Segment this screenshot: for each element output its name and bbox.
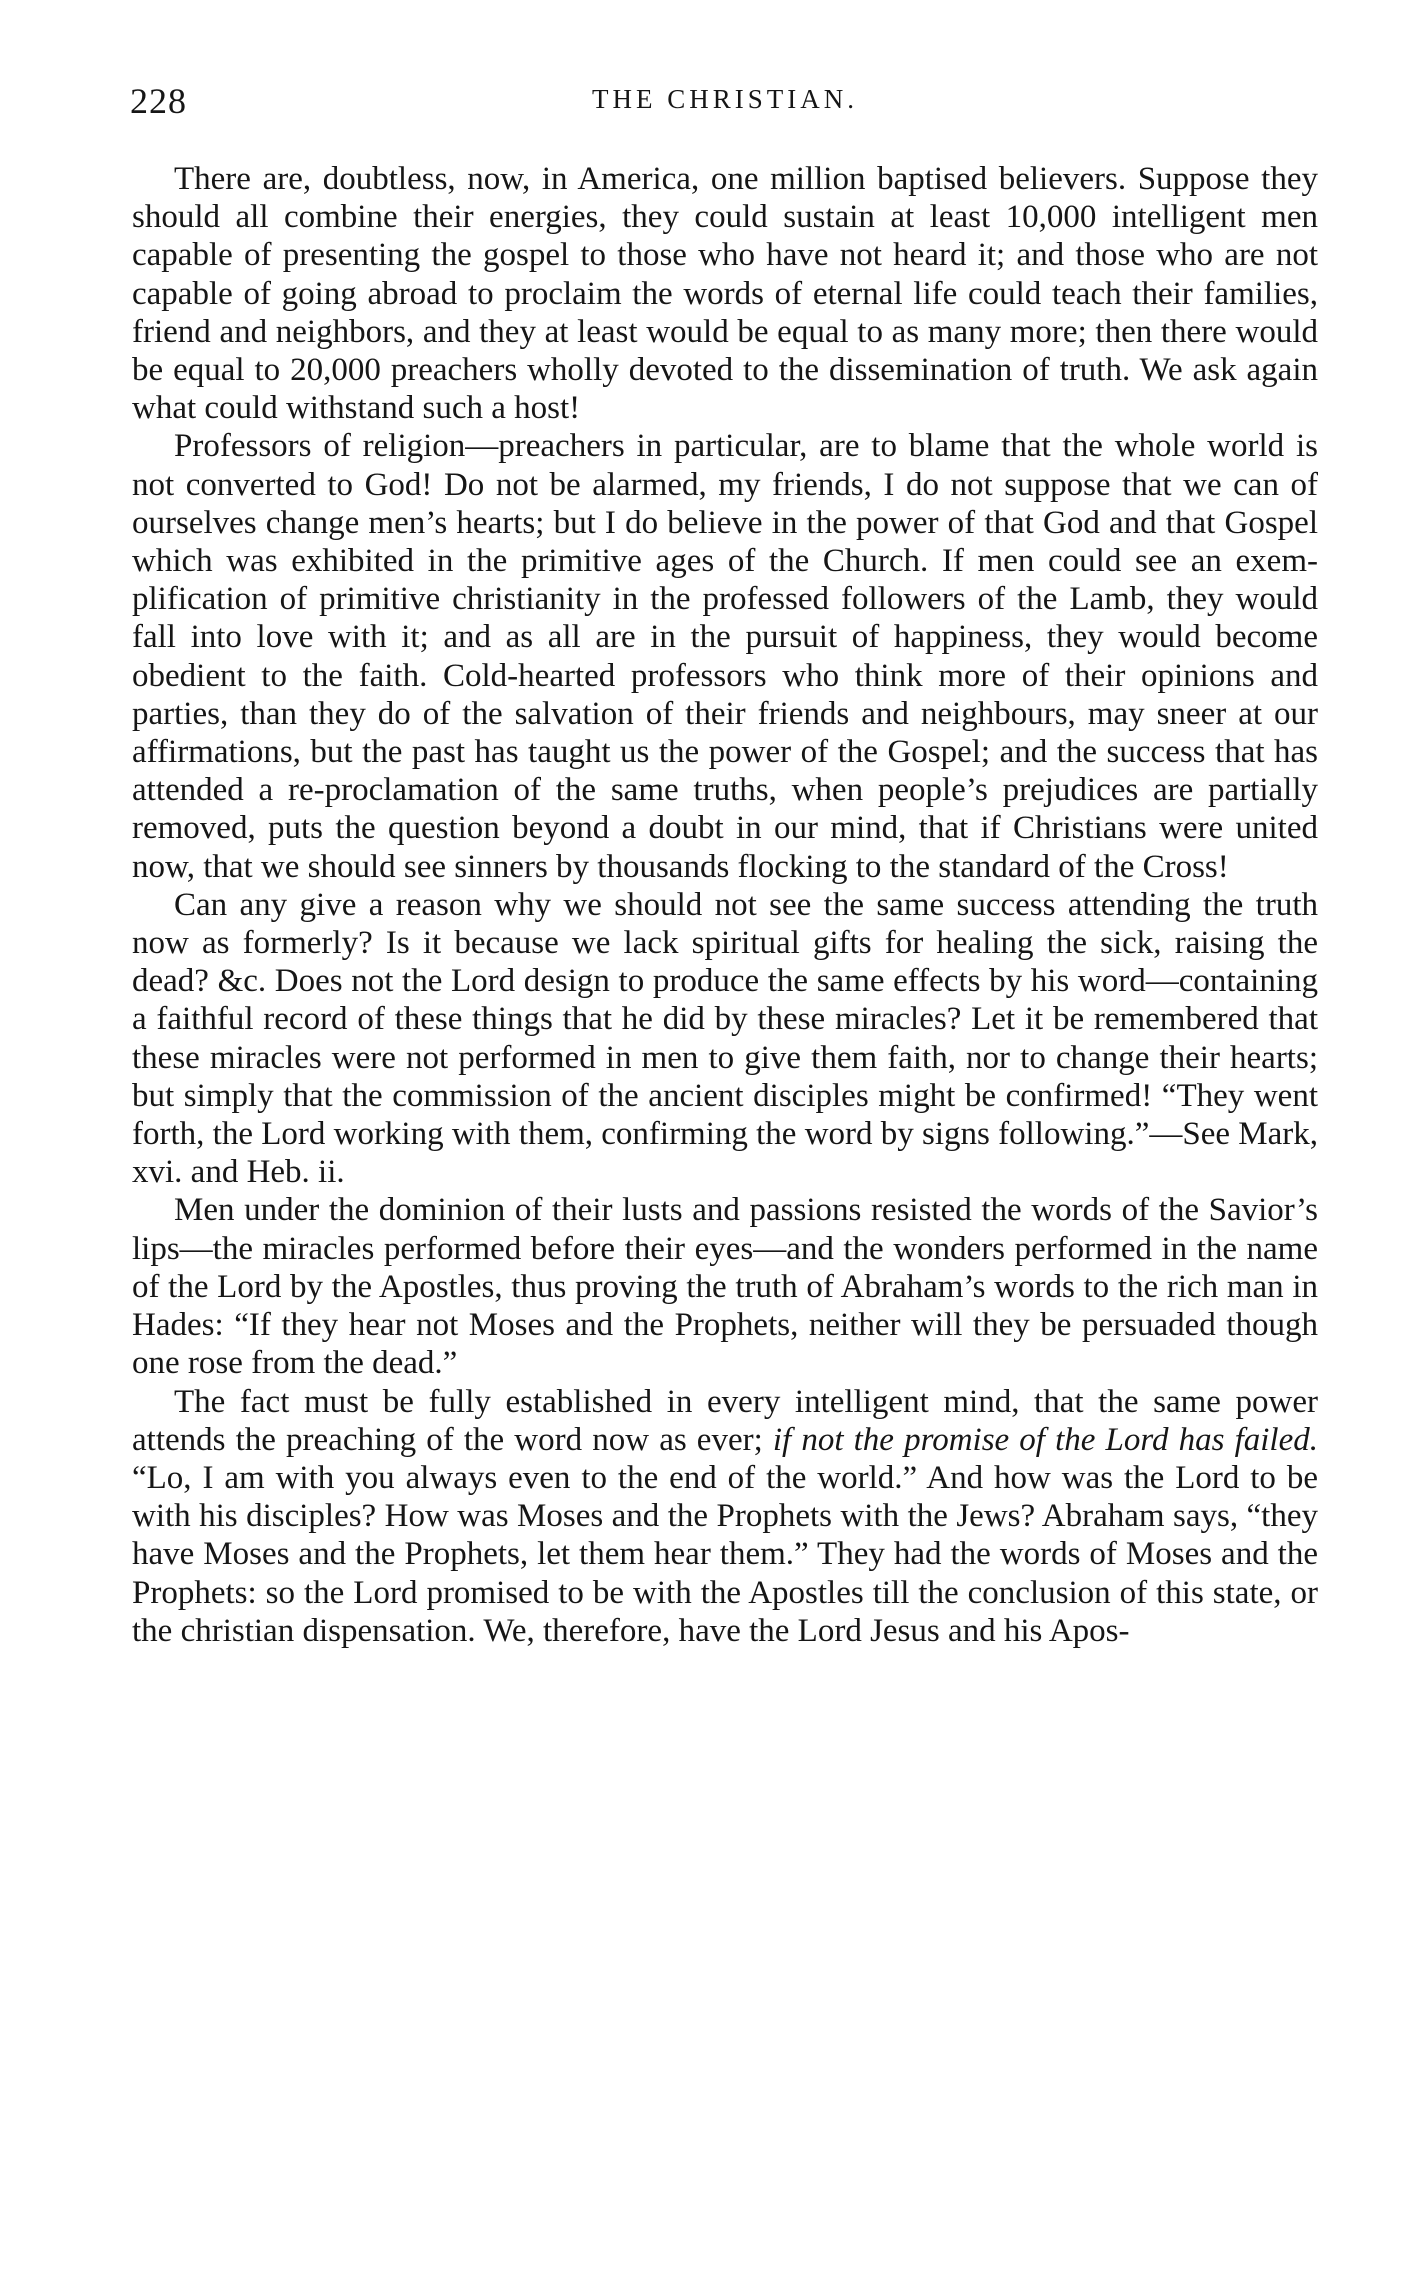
paragraph-2: Professors of religion—preachers in particular, are to blame that the whole world is not converted to God! Do not be alarmed, my friends, I do not suppose that we can of ourselves change men’s hearts; but I do believe in the power of that God and that Gospel which was exhibited in the primitive ages of the Church. If men could see an exemplification of primitive christianity in the professed followers of the Lamb, they would fall into love with it; and as all are in the pursuit of happiness, they would become obedient to the faith. Cold-hearted professors who think more of their opinions and parties, than they do of the salvation of their friends and neighbours, may sneer at our affirmations, but the past has taught us the power of the Gospel; and the success that has attended a re-proclamation of the same truths, when people’s prejudices are partially removed, puts the question beyond a doubt in our mind, that if Christians were united now, that we should see sinners by thousands flocking to the standard of the Cross! — [132, 428, 1318, 885]
body-text — [132, 160, 1318, 1650]
paragraph-5-italic-phrase: if not the promise of the Lord has failed. — [772, 1421, 1318, 1458]
page-number: 228 — [130, 81, 187, 121]
paragraph-5 — [132, 1383, 1318, 1650]
paragraph-3: Can any give a reason why we should not see the same success attending the truth now as formerly? Is it because we lack spiritual gifts for healing the sick, raising the dead? &c. Does not the Lord design to produce the same effects by his word—containing a faithful record of these things that he did by these miracles? Let it be remembered that these miracles were not performed in men to give them faith, nor to change their hearts; but simply that the commission of the ancient disciples might be confirmed! “They went forth, the Lord working with them, confirming the word by signs following.”—See Mark, xvi. and Heb. ii. — [132, 886, 1318, 1191]
paragraph-5-text-after: “Lo, I am with you always even to the end of the world.” And how was the Lord to be with his disciples? How was Moses and the Prophets with the Jews? Abraham says, “they have Moses and the Prophets, let them hear them.” They had the words of Moses and the Prophets: so the Lord promised to be with the Apostles till the conclusion of this state, or the christian dispensation. We, therefore, have the Lord Jesus and his Apos- — [132, 1459, 1318, 1649]
paragraph-1: There are, doubtless, now, in America, one million baptised believers. Suppose they should all combine their energies, they could sustain at least 10,000 intelligent men capable of presenting the gospel to those who have not heard it; and those who are not capable of going abroad to proclaim the words of eternal life could teach their families, friend and neighbors, and they at least would be equal to as many more; then there would be equal to 20,000 preachers wholly devoted to the dissemination of truth. We ask again what could withstand such a host! — [132, 161, 1318, 427]
page-header — [130, 80, 1320, 120]
paragraph-5-text-before: The fact must be fully established in every intelligent mind, that the same power attends the preaching of the word now as ever; — [132, 1383, 1318, 1458]
running-title: THE CHRISTIAN. — [592, 84, 858, 114]
paragraph-4: Men under the dominion of their lusts and passions resisted the words of the Savior’s lips—the miracles performed before their eyes—and the wonders performed in the name of the Lord by the Apostles, thus proving the truth of Abraham’s words to the rich man in Hades: “If they hear not Moses and the Prophets, neither will they be persuaded though one rose from the dead.” — [132, 1192, 1318, 1382]
